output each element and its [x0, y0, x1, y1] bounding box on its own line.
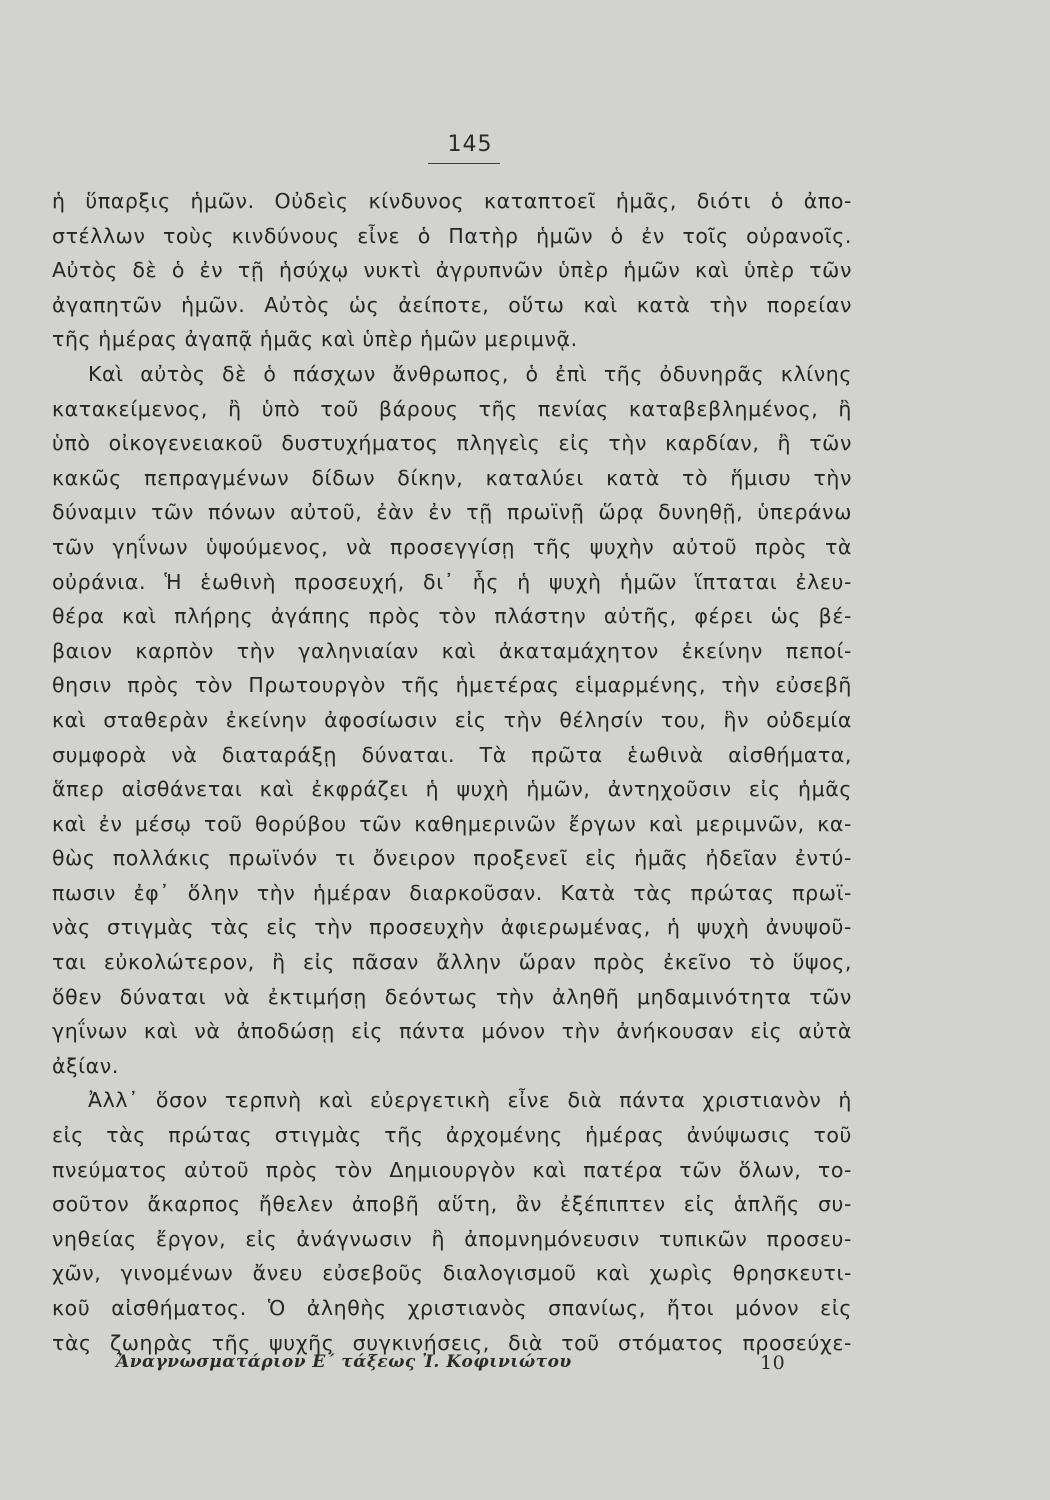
text-line: ἀξίαν. [52, 1053, 119, 1078]
text-line: χῶν, γινομένων ἄνευ εὐσεβοῦς διαλογισμοῦ καὶ χωρὶς θρησκευτι- [52, 1261, 852, 1286]
text-line: τὰς ζωηρὰς τῆς ψυχῆς συγκινήσεις, διὰ τοῦ στόματος προσεύχε- [52, 1330, 852, 1355]
text-line: σοῦτον ἄκαρπος ἤθελεν ἀποβῆ αὕτη, ἂν ἐξέπιπτεν εἰς ἁπλῆς συ- [52, 1192, 852, 1217]
text-line: εἰς τὰς πρώτας στιγμὰς τῆς ἀρχομένης ἡμέρας ἀνύψωσις τοῦ [52, 1123, 852, 1148]
text-line: θέρα καὶ πλήρης ἀγάπης πρὸς τὸν πλάστην αὐτῆς, φέρει ὡς βέ- [52, 604, 852, 629]
text-line: κοῦ αἰσθήματος. Ὁ ἀληθὴς χριστιανὸς σπανίως, ἤτοι μόνον εἰς [52, 1296, 852, 1320]
text-line: στέλλων τοὺς κινδύνους εἶνε ὁ Πατὴρ ἡμῶν ὁ ἐν τοῖς οὐρανοῖς. [52, 223, 852, 248]
text-line: ἀγαπητῶν ἡμῶν. Αὐτὸς ὡς ἀείποτε, οὕτω καὶ κατὰ τὴν πορείαν [52, 292, 852, 317]
text-line: δύναμιν τῶν πόνων αὐτοῦ, ἐὰν ἐν τῇ πρωϊνῇ ὥρᾳ δυνηθῇ, ὑπεράνω [52, 500, 852, 525]
text-line: νηθείας ἔργον, εἰς ἀνάγνωσιν ἢ ἀπομνημόνευσιν τυπικῶν προσευ- [52, 1226, 852, 1251]
text-line: πνεύματος αὐτοῦ πρὸς τὸν Δημιουργὸν καὶ πατέρα τῶν ὅλων, το- [52, 1157, 852, 1182]
text-line: βαιον καρπὸν τὴν γαληνιαίαν καὶ ἀκαταμάχητον ἐκείνην πεποί- [52, 638, 852, 663]
text-line: γηΐνων καὶ νὰ ἀποδώσῃ εἰς πάντα μόνον τὴν ἀνήκουσαν εἰς αὐτὰ [52, 1019, 852, 1044]
text-line: θὼς πολλάκις πρωϊνόν τι ὄνειρον προξενεῖ εἰς ἡμᾶς ἠδεῖαν ἐντύ- [52, 846, 852, 871]
text-line: ὅθεν δύναται νὰ ἐκτιμήσῃ δεόντως τὴν ἀληθῆ μηδαμινότητα τῶν [52, 984, 852, 1009]
text-line: πωσιν ἐφ᾽ ὅλην τὴν ἡμέραν διαρκοῦσαν. Κατὰ τὰς πρώτας πρωϊ- [52, 880, 852, 905]
text-line: Καὶ αὐτὸς δὲ ὁ πάσχων ἄνθρωπος, ὁ ἐπὶ τῆς ὀδυνηρᾶς κλίνης [88, 361, 852, 386]
text-line: συμφορὰ νὰ διαταράξῃ δύναται. Τὰ πρῶτα ἑωθινὰ αἰσθήματα, [52, 742, 852, 767]
text-line: καὶ ἐν μέσῳ τοῦ θορύβου τῶν καθημερινῶν ἔργων καὶ μεριμνῶν, κα- [52, 811, 852, 836]
text-line: τῆς ἡμέρας ἀγαπᾷ ἡμᾶς καὶ ὑπὲρ ἡμῶν μεριμνᾷ. [52, 327, 578, 352]
page-footer [116, 1352, 824, 1378]
text-line: κατακείμενος, ἢ ὑπὸ τοῦ βάρους τῆς πενίας καταβεβλημένος, ἢ [52, 396, 852, 421]
text-line: τῶν γηΐνων ὑψούμενος, νὰ προσεγγίσῃ τῆς ψυχὴν αὐτοῦ πρὸς τὰ [52, 534, 852, 559]
text-line: ἡ ὕπαρξις ἡμῶν. Οὐδεὶς κίνδυνος καταπτοεῖ ἡμᾶς, διότι ὁ ἀπο- [52, 189, 852, 213]
footer-signature-mark: 10 [760, 1352, 786, 1374]
page-number-rule [428, 163, 500, 164]
text-line: θησιν πρὸς τὸν Πρωτουργὸν τῆς ἡμετέρας εἱμαρμένης, τὴν εὐσεβῆ [52, 673, 852, 698]
text-line: ται εὐκολώτερον, ἢ εἰς πᾶσαν ἄλλην ὥραν πρὸς ἐκεῖνο τὸ ὕψος, [52, 950, 852, 975]
text-line: Αὐτὸς δὲ ὁ ἐν τῇ ἡσύχῳ νυκτὶ ἀγρυπνῶν ὑπὲρ ἡμῶν καὶ ὑπὲρ τῶν [52, 258, 852, 283]
text-line: ὑπὸ οἰκογενειακοῦ δυστυχήματος πληγεὶς εἰς τὴν καρδίαν, ἢ τῶν [52, 431, 852, 456]
text-line: οὐράνια. Ἡ ἑωθινὴ προσευχή, δι᾽ ἧς ἡ ψυχὴ ἡμῶν ἵπταται ἐλευ- [52, 569, 852, 594]
body-text [52, 184, 852, 1360]
page-number: 145 [447, 132, 493, 157]
text-line: κακῶς πεπραγμένων δίδων δίκην, καταλύει κατὰ τὸ ἥμισυ τὴν [52, 465, 852, 490]
text-line: Ἀλλ᾽ ὅσον τερπνὴ καὶ εὐεργετικὴ εἶνε διὰ πάντα χριστιανὸν ἡ [88, 1088, 852, 1113]
text-line: νὰς στιγμὰς τὰς εἰς τὴν προσευχὴν ἀφιερωμένας, ἡ ψυχὴ ἀνυψοῦ- [52, 915, 852, 940]
text-line: καὶ σταθερὰν ἐκείνην ἀφοσίωσιν εἰς τὴν θέλησίν του, ἣν οὐδεμία [52, 707, 852, 732]
text-line: ἅπερ αἰσθάνεται καὶ ἐκφράζει ἡ ψυχὴ ἡμῶν, ἀντηχοῦσιν εἰς ἡμᾶς [52, 777, 852, 802]
footer-book-title: Ἀναγνωσματάριον Ε´ τάξεως Ἰ. Κοφινιώτου [116, 1352, 572, 1372]
